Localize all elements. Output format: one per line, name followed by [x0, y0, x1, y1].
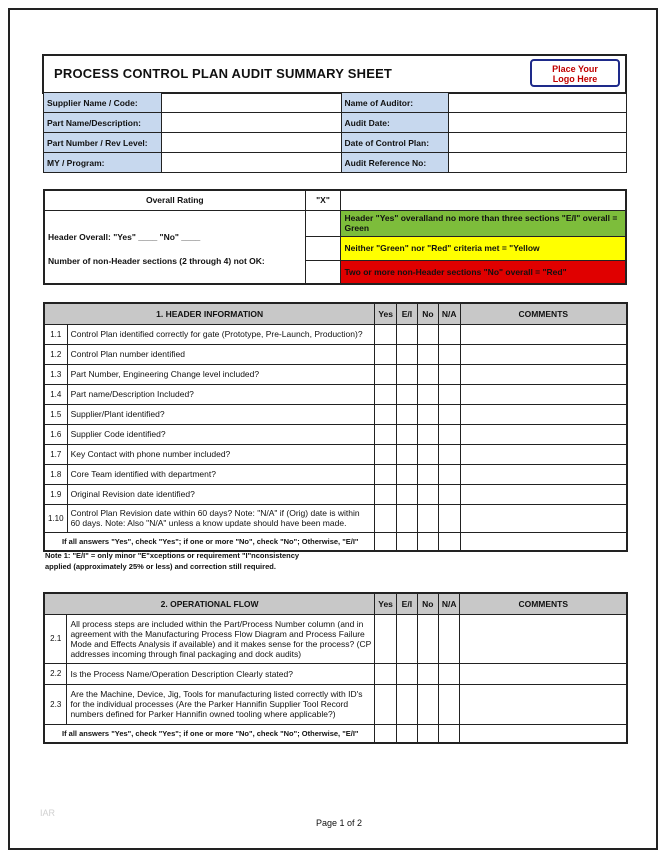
- table-row: 1.4 Part name/Description Included?: [44, 384, 627, 404]
- info-field-program[interactable]: [161, 153, 341, 173]
- table-row: 1.7 Key Contact with phone number included?: [44, 444, 627, 464]
- section1-overall-na[interactable]: [438, 532, 460, 551]
- x-column-label: "X": [305, 190, 341, 210]
- non-header-label: Number of non-Header sections (2 through 4) not OK:: [48, 255, 265, 266]
- info-field-supplier[interactable]: [161, 93, 341, 113]
- table-row: 2.1 All process steps are included within the Part/Process Number column (and in agreement with the Manufacturing Process Flow Diagram and Process Failure Mode and Effects Analysis if available) and it makes sense for the process? (CP addresses incoming through final packaging and dock audits): [44, 614, 627, 663]
- logo-line-1: Place Your: [552, 64, 598, 74]
- logo-placeholder: [530, 59, 620, 87]
- section1-overall-no[interactable]: [417, 532, 438, 551]
- watermark: IAR: [40, 808, 56, 818]
- section1-overall-yes[interactable]: [375, 532, 397, 551]
- table-row: 1.10 Control Plan Revision date within 60 days? Note: "N/A" if (Orig) date is within 60 days. Note: Also "N/A" unless a know update should have been made.: [44, 504, 627, 532]
- section1-heading: 1. HEADER INFORMATION: [44, 303, 375, 324]
- info-field-audit-ref[interactable]: [449, 153, 627, 173]
- section2-overall-na[interactable]: [438, 724, 460, 743]
- page-title: PROCESS CONTROL PLAN AUDIT SUMMARY SHEET: [54, 66, 393, 81]
- info-label-program: MY / Program:: [44, 153, 162, 173]
- info-table: [43, 92, 627, 173]
- info-label-control-plan-date: Date of Control Plan:: [341, 133, 449, 153]
- col-ei: E/I: [396, 593, 417, 614]
- info-field-audit-date[interactable]: [449, 113, 627, 133]
- table-row: 1.3 Part Number, Engineering Change level included?: [44, 364, 627, 384]
- section1-table: [43, 302, 628, 552]
- section2-overall-yes[interactable]: [375, 724, 397, 743]
- col-na: N/A: [438, 593, 460, 614]
- rating-yellow-criteria: Neither "Green" nor "Red" criteria met = "Yellow: [341, 236, 626, 260]
- table-row: 1.9 Original Revision date identified?: [44, 484, 627, 504]
- col-yes: Yes: [375, 303, 397, 324]
- info-label-auditor: Name of Auditor:: [341, 93, 449, 113]
- col-no: No: [417, 593, 438, 614]
- col-comments: COMMENTS: [460, 593, 627, 614]
- note-1: Note 1: "E/I" = only minor "E"xceptions or requirement "I"nconsistency applied (approximately 25% or less) and correction still required.: [45, 551, 300, 571]
- info-label-supplier: Supplier Name / Code:: [44, 93, 162, 113]
- info-label-audit-date: Audit Date:: [341, 113, 449, 133]
- col-no: No: [417, 303, 438, 324]
- table-row: 1.8 Core Team identified with department?: [44, 464, 627, 484]
- rating-mark-green[interactable]: [305, 210, 341, 236]
- info-label-audit-ref: Audit Reference No:: [341, 153, 449, 173]
- info-field-auditor[interactable]: [449, 93, 627, 113]
- info-field-part-name[interactable]: [161, 113, 341, 133]
- section2-overall-ei[interactable]: [396, 724, 417, 743]
- page-number: Page 1 of 2: [316, 818, 363, 828]
- section2-table: [43, 592, 628, 744]
- header-overall-label: Header Overall: "Yes" ____ "No" ____: [48, 231, 201, 242]
- logo-line-2: Logo Here: [552, 74, 598, 84]
- table-row: 2.3 Are the Machine, Device, Jig, Tools for manufacturing listed correctly with ID's for the individual processes (Are the Parker Hannifin Supplier Tool Record numbers defined for Parker Hannifin owned tooling where applicable?): [44, 684, 627, 724]
- info-field-control-plan-date[interactable]: [449, 133, 627, 153]
- rating-red-criteria: Two or more non-Header sections "No" overall = "Red": [341, 260, 626, 284]
- section2-heading: 2. OPERATIONAL FLOW: [44, 593, 375, 614]
- section1-footer: If all answers "Yes", check "Yes"; if one or more "No", check "No"; Otherwise, "E/I": [44, 532, 375, 551]
- info-field-part-number[interactable]: [161, 133, 341, 153]
- section2-overall-no[interactable]: [417, 724, 438, 743]
- rating-table: [43, 189, 627, 285]
- table-row: 1.1 Control Plan identified correctly for gate (Prototype, Pre-Launch, Production)?: [44, 324, 627, 344]
- col-ei: E/I: [396, 303, 417, 324]
- rating-mark-red[interactable]: [305, 260, 341, 284]
- info-label-part-number: Part Number / Rev Level:: [44, 133, 162, 153]
- table-row: 2.2 Is the Process Name/Operation Description Clearly stated?: [44, 663, 627, 684]
- section1-overall-ei[interactable]: [396, 532, 417, 551]
- col-comments: COMMENTS: [460, 303, 627, 324]
- section2-footer: If all answers "Yes", check "Yes"; if one or more "No", check "No"; Otherwise, "E/I": [44, 724, 375, 743]
- table-row: 1.2 Control Plan number identified: [44, 344, 627, 364]
- col-yes: Yes: [375, 593, 397, 614]
- table-row: 1.6 Supplier Code identified?: [44, 424, 627, 444]
- table-row: 1.5 Supplier/Plant identified?: [44, 404, 627, 424]
- info-label-part-name: Part Name/Description:: [44, 113, 162, 133]
- col-na: N/A: [438, 303, 460, 324]
- rating-mark-yellow[interactable]: [305, 236, 341, 260]
- overall-rating-label: Overall Rating: [44, 190, 305, 210]
- rating-green-criteria: Header "Yes" overalland no more than three sections "E/I" overall = Green: [341, 210, 626, 236]
